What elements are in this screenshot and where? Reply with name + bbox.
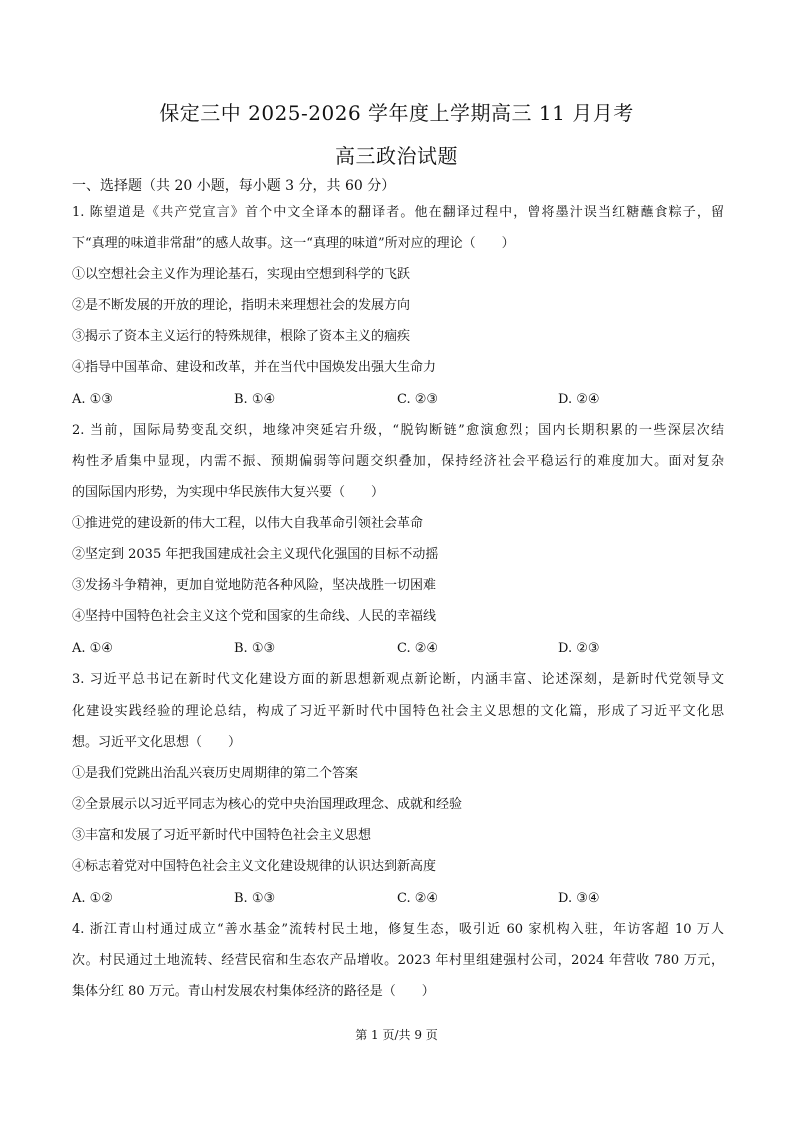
q2-option-b: B. ①③ — [234, 641, 276, 656]
q1-stem-line-1: 1. 陈望道是《共产党宣言》首个中文全译本的翻译者。他在翻译过程中，曾将墨汁误当红糖蘸食粽子，留 — [72, 205, 724, 220]
q3-statement-1: ①是我们党跳出治乱兴衰历史周期律的第二个答案 — [72, 766, 359, 781]
q2-stem-line-3: 的国际国内形势，为实现中华民族伟大复兴要（ ） — [72, 485, 385, 500]
q1-statement-3: ③揭示了资本主义运行的特殊规律，根除了资本主义的痼疾 — [72, 329, 411, 344]
q3-statement-3: ③丰富和发展了习近平新时代中国特色社会主义思想 — [72, 828, 372, 843]
q4-stem-line-3: 集体分红 80 万元。青山村发展农村集体经济的路径是（ ） — [72, 984, 435, 999]
q1-statement-4: ④指导中国革命、建设和改革，并在当代中国焕发出强大生命力 — [72, 360, 437, 375]
q3-stem-line-3: 想。习近平文化思想（ ） — [72, 735, 242, 750]
q1-option-a: A. ①③ — [72, 392, 113, 407]
q2-statement-2: ②坚定到 2035 年把我国建成社会主义现代化强国的目标不动摇 — [72, 547, 439, 562]
q3-option-d: D. ③④ — [558, 891, 600, 906]
q1-option-b: B. ①④ — [234, 392, 276, 407]
q1-option-d: D. ②④ — [558, 392, 600, 407]
q2-statement-1: ①推进党的建设新的伟大工程，以伟大自我革命引领社会革命 — [72, 516, 424, 531]
q1-stem-line-2: 下“真理的味道非常甜”的感人故事。这一“真理的味道”所对应的理论（ ） — [72, 236, 515, 251]
q2-statement-3: ③发扬斗争精神，更加自觉地防范各种风险，坚决战胜一切困难 — [72, 578, 437, 593]
q1-option-c: C. ②③ — [397, 392, 439, 407]
section-heading: 一、选择题（共 20 小题，每小题 3 分，共 60 分） — [72, 178, 396, 194]
q2-option-a: A. ①④ — [72, 641, 113, 656]
q4-stem-line-2: 次。村民通过土地流转、经营民宿和生态农产品增收。2023 年村里组建强村公司，2024 年营收 780 万元， — [72, 953, 724, 968]
q3-option-c: C. ②④ — [397, 891, 439, 906]
q3-stem-line-1: 3. 习近平总书记在新时代文化建设方面的新思想新观点新论断，内涵丰富、论述深刻，是新时代党领导文 — [72, 672, 724, 687]
q3-stem-line-2: 化建设实践经验的理论总结，构成了习近平新时代中国特色社会主义思想的文化篇，形成了习近平文化思 — [72, 704, 724, 719]
q1-statement-2: ②是不断发展的开放的理论，指明未来理想社会的发展方向 — [72, 298, 411, 313]
q2-option-c: C. ②④ — [397, 641, 439, 656]
page-footer: 第 1 页/共 9 页 — [355, 1028, 438, 1042]
q2-stem-line-2: 构性矛盾集中显现，内需不振、预期偏弱等问题交织叠加，保持经济社会平稳运行的难度加大。面对复杂 — [72, 454, 724, 469]
q1-statement-1: ①以空想社会主义作为理论基石，实现由空想到科学的飞跃 — [72, 267, 411, 282]
q2-option-d: D. ②③ — [558, 641, 600, 656]
q3-statement-4: ④标志着党对中国特色社会主义文化建设规律的认识达到新高度 — [72, 859, 437, 874]
q3-option-a: A. ①② — [72, 891, 113, 906]
q3-option-b: B. ①③ — [234, 891, 276, 906]
q2-stem-line-1: 2. 当前，国际局势变乱交织，地缘冲突延宕升级，“脱钩断链”愈演愈烈；国内长期积累的一些深层次结 — [72, 423, 724, 438]
q2-statement-4: ④坚持中国特色社会主义这个党和国家的生命线、人民的幸福线 — [72, 609, 437, 624]
exam-title: 保定三中 2025-2026 学年度上学期高三 11 月月考 — [159, 101, 634, 125]
q4-stem-line-1: 4. 浙江青山村通过成立“善水基金”流转村民土地，修复生态，吸引近 60 家机构入驻，年访客超 10 万人 — [72, 922, 724, 937]
exam-subtitle: 高三政治试题 — [335, 144, 458, 168]
q3-statement-2: ②全景展示以习近平同志为核心的党中央治国理政理念、成就和经验 — [72, 797, 463, 812]
